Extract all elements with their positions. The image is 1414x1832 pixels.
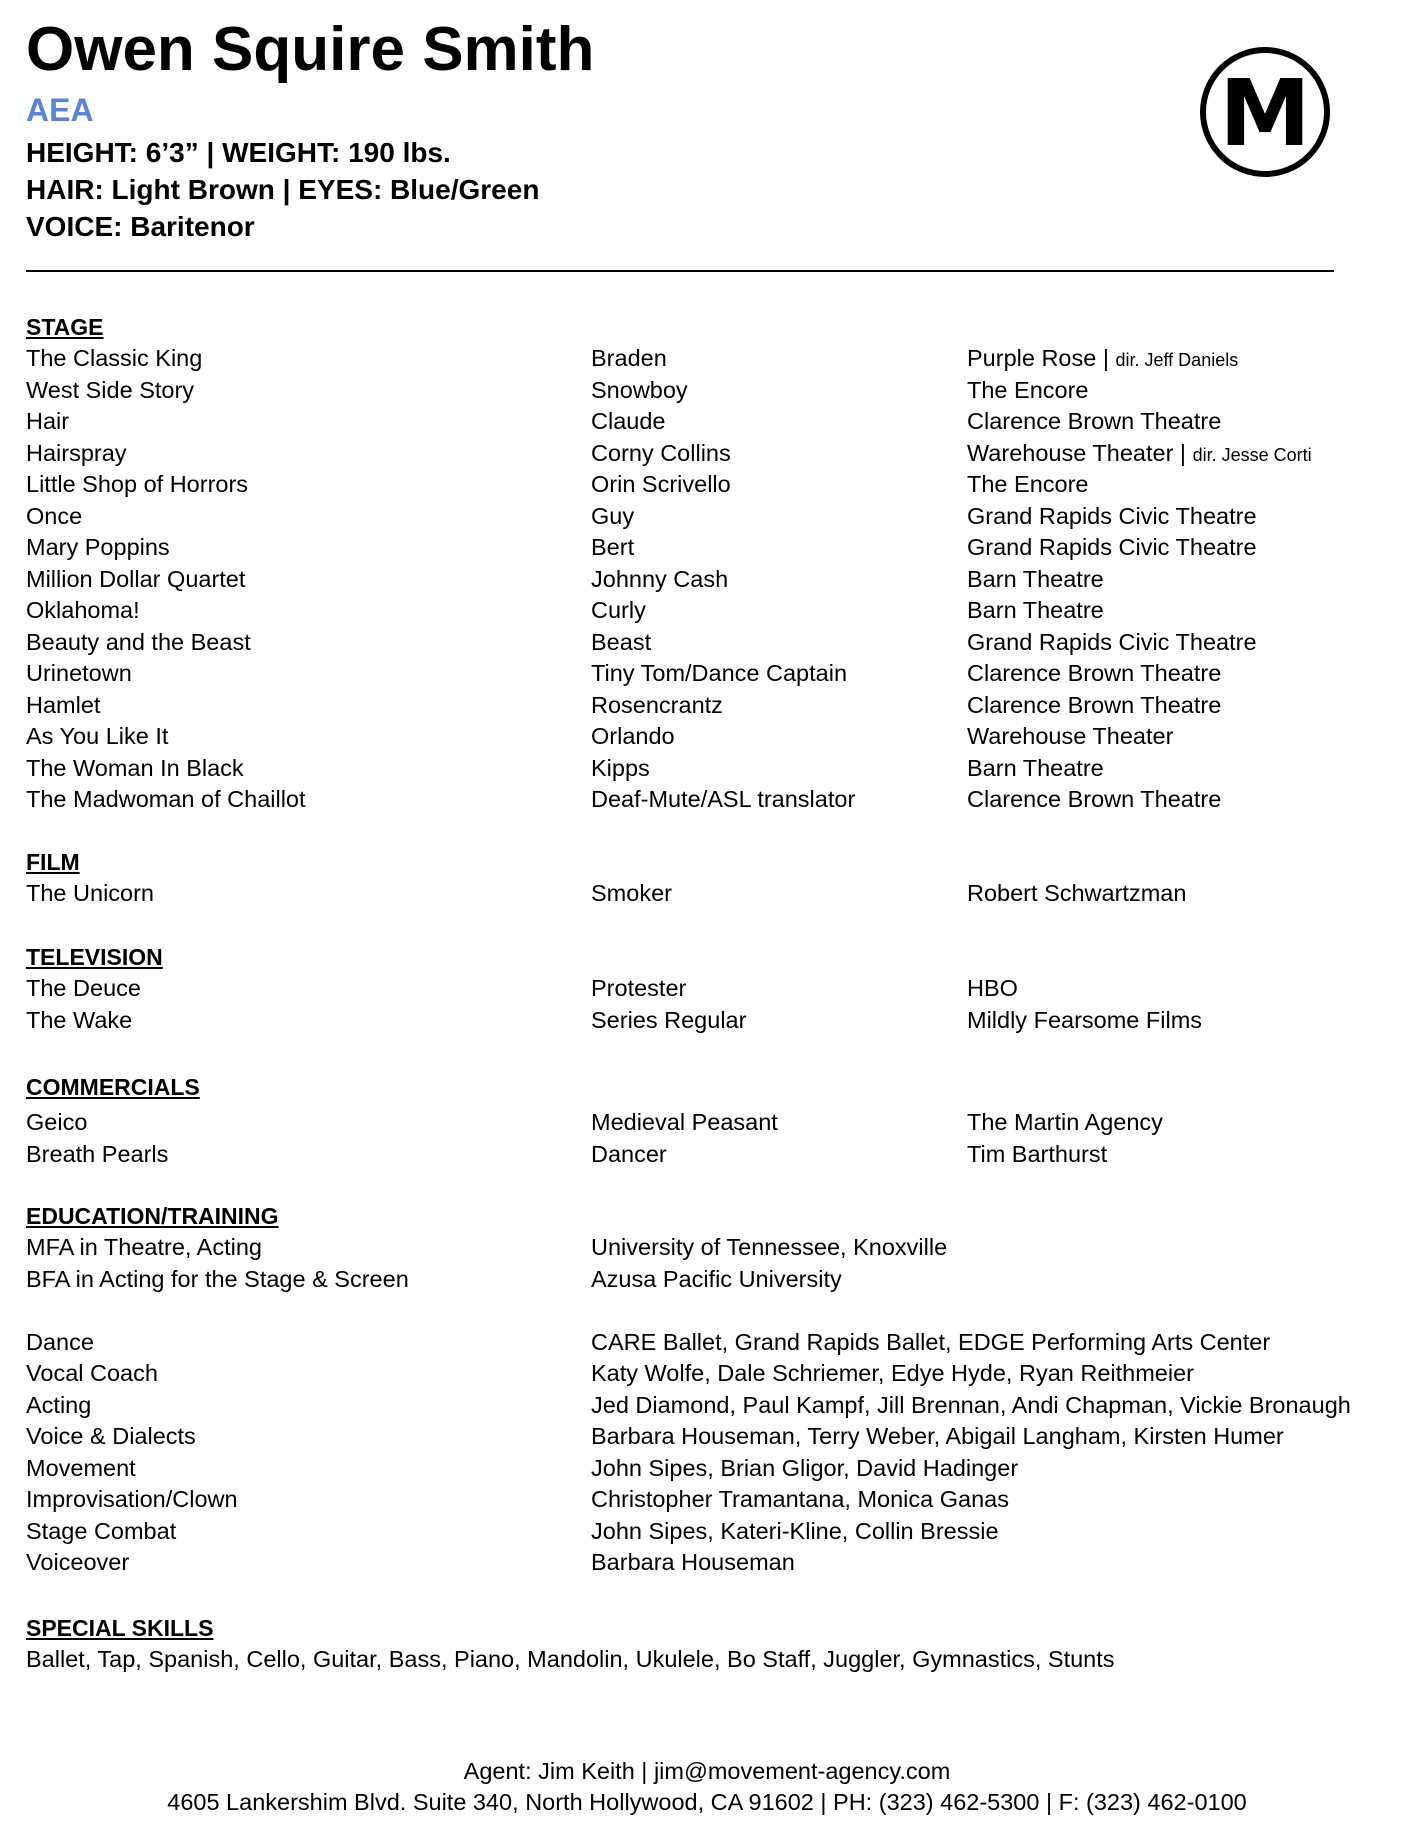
stage-section bbox=[26, 311, 1386, 816]
role-name bbox=[591, 501, 634, 533]
training-label bbox=[26, 1484, 238, 1516]
credit-row bbox=[26, 658, 1386, 690]
role-name-text: Kipps bbox=[591, 754, 650, 781]
training-value bbox=[591, 1358, 1194, 1390]
production-title-text: Urinetown bbox=[26, 660, 132, 686]
venue-name-text: Warehouse Theater bbox=[967, 723, 1174, 749]
role-name-text: Smoker bbox=[591, 880, 672, 906]
venue-name-text: Clarence Brown Theatre bbox=[967, 691, 1222, 718]
education-section bbox=[26, 1200, 1386, 1579]
production-title bbox=[26, 658, 132, 690]
role-name-text: Braden bbox=[591, 345, 667, 371]
venue-name-text: Clarence Brown Theatre bbox=[967, 660, 1222, 686]
role-name-text: Claude bbox=[591, 408, 666, 434]
production-title bbox=[26, 406, 69, 438]
credit-row bbox=[26, 1484, 1386, 1516]
training-value bbox=[591, 1421, 1284, 1453]
venue-name bbox=[967, 627, 1257, 659]
venue-name bbox=[967, 343, 1238, 377]
section-title: SPECIAL SKILLS bbox=[26, 1615, 214, 1641]
production-title-text: Hamlet bbox=[26, 691, 101, 718]
training-label bbox=[26, 1264, 409, 1296]
production-title bbox=[26, 595, 140, 627]
production-title bbox=[26, 1005, 132, 1037]
credit-row bbox=[26, 1139, 1386, 1171]
venue-name-text: The Encore bbox=[967, 376, 1089, 403]
venue-name-text: Mildly Fearsome Films bbox=[967, 1006, 1203, 1033]
role-name bbox=[591, 658, 847, 690]
skills-section bbox=[26, 1612, 1386, 1676]
credit-row bbox=[26, 1390, 1386, 1422]
role-name-text: Orin Scrivello bbox=[591, 471, 731, 497]
venue-name bbox=[967, 406, 1221, 438]
film-section bbox=[26, 846, 1386, 910]
role-name-text: Medieval Peasant bbox=[591, 1109, 778, 1135]
role-name-text: Orlando bbox=[591, 723, 675, 749]
role-name-text: Beast bbox=[591, 628, 652, 655]
hair-eyes: HAIR: Light Brown | EYES: Blue/Green bbox=[26, 174, 540, 205]
venue-name bbox=[967, 532, 1257, 564]
production-title bbox=[26, 721, 168, 753]
credit-row bbox=[26, 375, 1386, 407]
credit-row bbox=[26, 1232, 1386, 1264]
venue-name bbox=[967, 784, 1221, 816]
training-label-text: Vocal Coach bbox=[26, 1360, 158, 1386]
production-title-text: The Unicorn bbox=[26, 880, 154, 906]
height-weight: HEIGHT: 6’3” | WEIGHT: 190 lbs. bbox=[26, 137, 451, 168]
section-title: EDUCATION/TRAINING bbox=[26, 1203, 279, 1229]
credit-row bbox=[26, 469, 1386, 501]
venue-name-text: Purple Rose | bbox=[967, 345, 1109, 371]
header-divider bbox=[26, 270, 1334, 272]
venue-name bbox=[967, 721, 1173, 753]
training-value-text: Jed Diamond, Paul Kampf, Jill Brennan, Andi Chapman, Vickie Bronaugh bbox=[591, 1391, 1351, 1418]
venue-name-text: Barn Theatre bbox=[967, 754, 1104, 781]
training-label bbox=[26, 1547, 129, 1579]
role-name bbox=[591, 1139, 667, 1171]
credit-row bbox=[26, 690, 1386, 722]
commercials-list bbox=[26, 1107, 1386, 1170]
training-value-text: John Sipes, Kateri-Kline, Collin Bressie bbox=[591, 1517, 999, 1544]
physical-stats bbox=[26, 134, 539, 245]
training-value-text: Barbara Houseman bbox=[591, 1549, 795, 1575]
director-credit: dir. Jeff Daniels bbox=[1115, 350, 1239, 370]
venue-name bbox=[967, 375, 1088, 407]
production-title-text: Mary Poppins bbox=[26, 534, 170, 560]
venue-name bbox=[967, 973, 1018, 1005]
role-name bbox=[591, 690, 723, 722]
role-name bbox=[591, 595, 646, 627]
production-title-text: As You Like It bbox=[26, 723, 169, 749]
venue-name-text: Warehouse Theater | bbox=[967, 439, 1187, 466]
role-name bbox=[591, 627, 651, 659]
venue-name bbox=[967, 501, 1257, 533]
venue-name bbox=[967, 469, 1088, 501]
credit-row bbox=[26, 627, 1386, 659]
training-value-text: Christopher Tramantana, Monica Ganas bbox=[591, 1486, 1009, 1512]
role-name bbox=[591, 564, 728, 596]
training-value bbox=[591, 1484, 1009, 1516]
training-value bbox=[591, 1390, 1351, 1422]
venue-name bbox=[967, 1139, 1107, 1171]
venue-name bbox=[967, 1005, 1202, 1037]
credit-row bbox=[26, 1516, 1386, 1548]
venue-name-text: Barn Theatre bbox=[967, 597, 1104, 623]
production-title-text: The Wake bbox=[26, 1006, 133, 1033]
agency-address: 4605 Lankershim Blvd. Suite 340, North Hollywood, CA 91602 | PH: (323) 462-5300 | F: (323) 462-0100 bbox=[167, 1789, 1247, 1815]
venue-name bbox=[967, 690, 1221, 722]
training-label-text: BFA in Acting for the Stage & Screen bbox=[26, 1265, 409, 1292]
production-title bbox=[26, 532, 170, 564]
training-value-text: CARE Ballet, Grand Rapids Ballet, EDGE Performing Arts Center bbox=[591, 1328, 1271, 1355]
role-name-text: Deaf-Mute/ASL translator bbox=[591, 786, 856, 812]
training-list bbox=[26, 1327, 1386, 1579]
role-name-text: Rosencrantz bbox=[591, 691, 723, 718]
venue-name-text: Grand Rapids Civic Theatre bbox=[967, 534, 1257, 560]
role-name-text: Snowboy bbox=[591, 376, 688, 403]
venue-name bbox=[967, 438, 1312, 472]
venue-name-text: The Martin Agency bbox=[967, 1109, 1163, 1135]
section-title: FILM bbox=[26, 849, 80, 875]
role-name-text: Bert bbox=[591, 534, 635, 560]
role-name bbox=[591, 878, 672, 910]
venue-name bbox=[967, 564, 1104, 596]
production-title-text: The Woman In Black bbox=[26, 754, 244, 781]
role-name bbox=[591, 343, 667, 375]
role-name-text: Corny Collins bbox=[591, 439, 731, 466]
production-title bbox=[26, 878, 154, 910]
credit-row bbox=[26, 438, 1386, 470]
production-title-text: Little Shop of Horrors bbox=[26, 471, 249, 497]
training-value-text: Azusa Pacific University bbox=[591, 1265, 842, 1292]
training-label bbox=[26, 1390, 91, 1422]
production-title-text: Hairspray bbox=[26, 439, 127, 466]
role-name bbox=[591, 753, 650, 785]
venue-name-text: Barn Theatre bbox=[967, 565, 1104, 592]
production-title bbox=[26, 375, 194, 407]
role-name-text: Curly bbox=[591, 597, 646, 623]
production-title-text: Oklahoma! bbox=[26, 597, 140, 623]
production-title-text: Once bbox=[26, 502, 83, 529]
production-title bbox=[26, 627, 251, 659]
credit-row bbox=[26, 1327, 1386, 1359]
training-value-text: Barbara Houseman, Terry Weber, Abigail Langham, Kirsten Humer bbox=[591, 1423, 1284, 1449]
credit-row bbox=[26, 1358, 1386, 1390]
skills-text: Ballet, Tap, Spanish, Cello, Guitar, Bass, Piano, Mandolin, Ukulele, Bo Staff, Juggler, Gymnastics, Stunts bbox=[26, 1646, 1115, 1672]
production-title bbox=[26, 1139, 168, 1171]
training-label bbox=[26, 1516, 176, 1548]
credit-row bbox=[26, 1005, 1386, 1037]
commercials-section bbox=[26, 1071, 1386, 1170]
training-value bbox=[591, 1327, 1270, 1359]
production-title-text: The Classic King bbox=[26, 345, 203, 371]
production-title bbox=[26, 784, 306, 816]
role-name bbox=[591, 721, 675, 753]
training-label-text: Acting bbox=[26, 1391, 92, 1418]
training-label-text: Stage Combat bbox=[26, 1517, 177, 1544]
credit-row bbox=[26, 878, 1386, 910]
credit-row bbox=[26, 784, 1386, 816]
training-label-text: Improvisation/Clown bbox=[26, 1486, 238, 1512]
role-name-text: Dancer bbox=[591, 1140, 667, 1167]
training-label bbox=[26, 1358, 158, 1390]
television-section bbox=[26, 941, 1386, 1036]
film-list bbox=[26, 878, 1386, 910]
voice-type: VOICE: Baritenor bbox=[26, 211, 255, 242]
venue-name-text: Robert Schwartzman bbox=[967, 880, 1187, 906]
training-value bbox=[591, 1453, 1018, 1485]
venue-name bbox=[967, 1107, 1163, 1139]
stage-list bbox=[26, 343, 1386, 816]
training-value bbox=[591, 1264, 842, 1296]
production-title-text: Breath Pearls bbox=[26, 1140, 169, 1167]
credit-row bbox=[26, 1453, 1386, 1485]
production-title bbox=[26, 343, 202, 375]
role-name bbox=[591, 1005, 746, 1037]
training-value-text: John Sipes, Brian Gligor, David Hadinger bbox=[591, 1454, 1019, 1481]
role-name bbox=[591, 406, 665, 438]
credit-row bbox=[26, 406, 1386, 438]
director-credit: dir. Jesse Corti bbox=[1192, 444, 1312, 465]
actor-name: Owen Squire Smith bbox=[26, 15, 595, 84]
training-label bbox=[26, 1232, 262, 1264]
production-title bbox=[26, 1107, 87, 1139]
role-name-text: Series Regular bbox=[591, 1006, 747, 1033]
role-name bbox=[591, 438, 731, 470]
training-value bbox=[591, 1232, 947, 1264]
training-value bbox=[591, 1516, 999, 1548]
role-name bbox=[591, 784, 855, 816]
television-list bbox=[26, 973, 1386, 1036]
credit-row bbox=[26, 501, 1386, 533]
role-name-text: Tiny Tom/Dance Captain bbox=[591, 660, 848, 686]
credit-row bbox=[26, 1547, 1386, 1579]
section-title: TELEVISION bbox=[26, 944, 163, 970]
credit-row bbox=[26, 343, 1386, 375]
logo-letter: M bbox=[1219, 60, 1311, 167]
production-title-text: Beauty and the Beast bbox=[26, 628, 251, 655]
training-label-text: MFA in Theatre, Acting bbox=[26, 1234, 262, 1260]
production-title bbox=[26, 501, 82, 533]
training-label-text: Dance bbox=[26, 1328, 94, 1355]
production-title-text: The Deuce bbox=[26, 975, 141, 1001]
training-value-text: Katy Wolfe, Dale Schriemer, Edye Hyde, Ryan Reithmeier bbox=[591, 1360, 1194, 1386]
venue-name-text: The Encore bbox=[967, 471, 1089, 497]
credit-row bbox=[26, 721, 1386, 753]
training-label-text: Movement bbox=[26, 1454, 136, 1481]
training-value bbox=[591, 1547, 795, 1579]
training-label bbox=[26, 1421, 196, 1453]
credit-row bbox=[26, 595, 1386, 627]
production-title-text: West Side Story bbox=[26, 376, 195, 403]
venue-name bbox=[967, 753, 1104, 785]
venue-name-text: Clarence Brown Theatre bbox=[967, 786, 1222, 812]
credit-row bbox=[26, 1421, 1386, 1453]
production-title-text: Hair bbox=[26, 408, 70, 434]
production-title-text: Geico bbox=[26, 1109, 88, 1135]
venue-name bbox=[967, 658, 1221, 690]
production-title-text: Million Dollar Quartet bbox=[26, 565, 246, 592]
credit-row bbox=[26, 564, 1386, 596]
union-affiliation: AEA bbox=[26, 92, 94, 128]
production-title bbox=[26, 973, 141, 1005]
training-label-text: Voice & Dialects bbox=[26, 1423, 196, 1449]
agent-info: Agent: Jim Keith | jim@movement-agency.com bbox=[463, 1758, 951, 1784]
venue-name bbox=[967, 595, 1104, 627]
role-name bbox=[591, 973, 686, 1005]
credit-row bbox=[26, 1107, 1386, 1139]
venue-name bbox=[967, 878, 1186, 910]
credit-row bbox=[26, 532, 1386, 564]
degree-list bbox=[26, 1232, 1386, 1295]
venue-name-text: Clarence Brown Theatre bbox=[967, 408, 1222, 434]
role-name-text: Johnny Cash bbox=[591, 565, 729, 592]
venue-name-text: Grand Rapids Civic Theatre bbox=[967, 502, 1257, 529]
venue-name-text: Grand Rapids Civic Theatre bbox=[967, 628, 1257, 655]
venue-name-text: Tim Barthurst bbox=[967, 1140, 1108, 1167]
training-label bbox=[26, 1327, 94, 1359]
role-name bbox=[591, 1107, 778, 1139]
production-title-text: The Madwoman of Chaillot bbox=[26, 786, 306, 812]
training-label-text: Voiceover bbox=[26, 1549, 130, 1575]
credit-row bbox=[26, 1264, 1386, 1296]
production-title bbox=[26, 469, 248, 501]
role-name bbox=[591, 469, 731, 501]
role-name-text: Guy bbox=[591, 502, 635, 529]
training-label bbox=[26, 1453, 136, 1485]
credit-row bbox=[26, 973, 1386, 1005]
credit-row bbox=[26, 753, 1386, 785]
agency-logo-icon bbox=[1198, 45, 1332, 179]
training-value-text: University of Tennessee, Knoxville bbox=[591, 1234, 948, 1260]
venue-name-text: HBO bbox=[967, 975, 1018, 1001]
section-title: STAGE bbox=[26, 314, 104, 340]
production-title bbox=[26, 753, 244, 785]
role-name bbox=[591, 532, 634, 564]
production-title bbox=[26, 438, 127, 470]
role-name-text: Protester bbox=[591, 975, 687, 1001]
section-title: COMMERCIALS bbox=[26, 1074, 200, 1100]
production-title bbox=[26, 564, 245, 596]
production-title bbox=[26, 690, 100, 722]
role-name bbox=[591, 375, 688, 407]
